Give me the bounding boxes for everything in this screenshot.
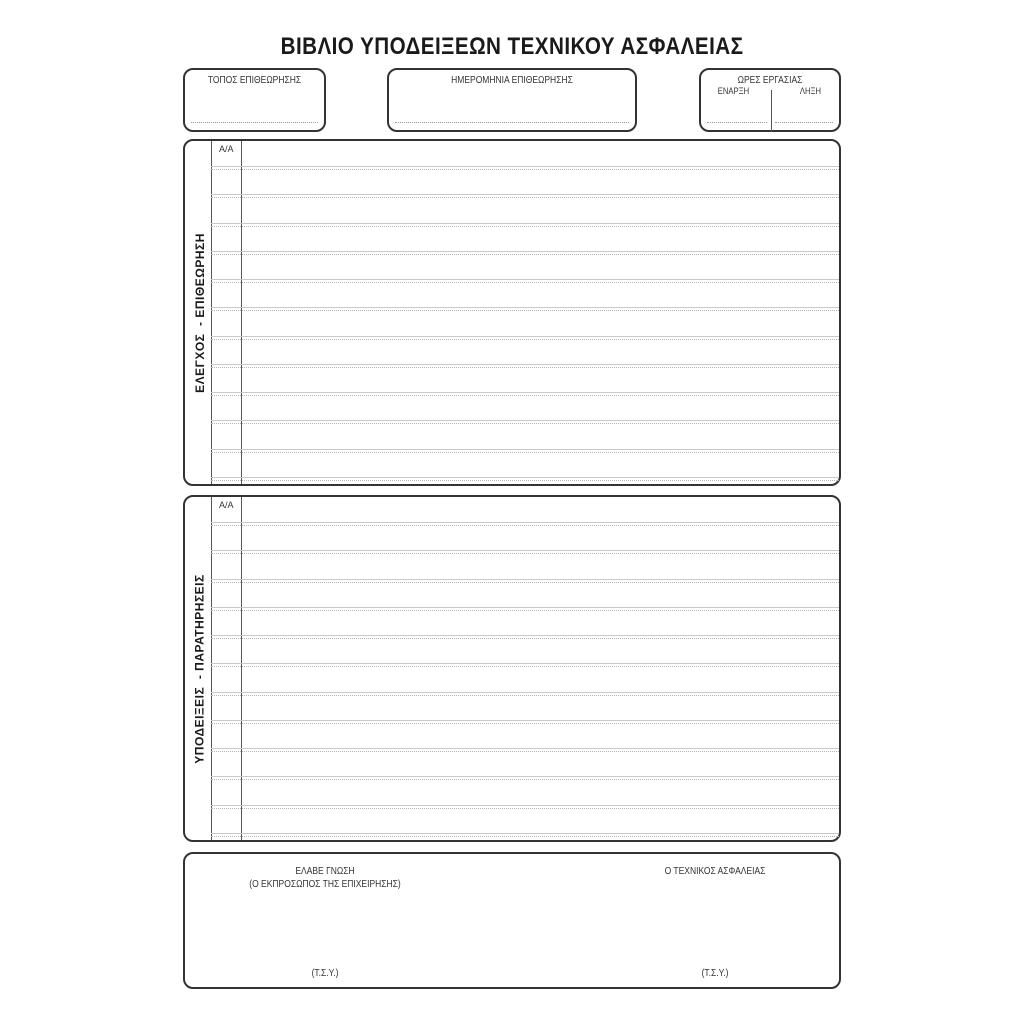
remarks-section [183, 495, 841, 842]
remarks-section-label: ΥΠΟΔΕΙΞΕΙΣ - ΠΑΡΑΤΗΡΗΣΕΙΣ [193, 573, 207, 764]
hours-divider [771, 90, 772, 132]
start-time-field[interactable] [707, 122, 767, 123]
inspection-section [183, 139, 841, 486]
writing-line-guide [211, 310, 839, 311]
writing-line[interactable] [211, 223, 839, 224]
writing-line-guide [211, 254, 839, 255]
writing-line[interactable] [211, 449, 839, 450]
writing-line-guide [211, 197, 839, 198]
writing-line[interactable] [211, 579, 839, 580]
writing-line[interactable] [211, 251, 839, 252]
writing-line-guide [211, 452, 839, 453]
aa-header: Α/Α [219, 500, 234, 510]
work-hours-box[interactable] [699, 68, 841, 132]
writing-line[interactable] [211, 720, 839, 721]
writing-line-guide [211, 169, 839, 170]
writing-line[interactable] [211, 307, 839, 308]
writing-line[interactable] [211, 833, 839, 834]
writing-line-guide [211, 779, 839, 780]
writing-line[interactable] [211, 477, 839, 478]
writing-line-guide [211, 282, 839, 283]
right-signature-stamp[interactable]: (Τ.Σ.Υ.) [701, 968, 729, 979]
writing-line-guide [211, 808, 839, 809]
writing-line[interactable] [211, 805, 839, 806]
writing-line[interactable] [211, 194, 839, 195]
writing-line-guide [211, 423, 839, 424]
inspection-place-box[interactable] [183, 68, 326, 132]
remarks-lines[interactable] [211, 497, 839, 840]
writing-line[interactable] [211, 607, 839, 608]
writing-line[interactable] [211, 166, 839, 167]
inspection-date-label: ΗΜΕΡΟΜΗΝΙΑ ΕΠΙΘΕΩΡΗΣΗΣ [451, 75, 573, 86]
writing-line[interactable] [211, 279, 839, 280]
writing-line[interactable] [211, 420, 839, 421]
writing-line[interactable] [211, 692, 839, 693]
inspection-place-field[interactable] [191, 122, 318, 123]
writing-line[interactable] [211, 522, 839, 523]
writing-line-guide [211, 525, 839, 526]
inspection-date-box[interactable] [387, 68, 637, 132]
end-time-field[interactable] [775, 122, 833, 123]
left-signature-stamp[interactable]: (Τ.Σ.Υ.) [311, 968, 339, 979]
writing-line-guide [211, 695, 839, 696]
writing-line[interactable] [211, 392, 839, 393]
writing-line-guide [211, 395, 839, 396]
writing-line[interactable] [211, 663, 839, 664]
writing-line-guide [211, 582, 839, 583]
writing-line[interactable] [211, 748, 839, 749]
inspection-section-label: ΕΛΕΓΧΟΣ - ΕΠΙΘΕΩΡΗΣΗ [193, 232, 208, 393]
writing-line-guide [211, 339, 839, 340]
writing-line-guide [211, 480, 839, 481]
end-label: ΛΗΞΗ [799, 86, 822, 96]
writing-line[interactable] [211, 635, 839, 636]
writing-line-guide [211, 226, 839, 227]
start-label: ΕΝΑΡΞΗ [717, 86, 750, 96]
writing-line-guide [211, 610, 839, 611]
aa-header: Α/Α [219, 144, 234, 154]
writing-line-guide [211, 638, 839, 639]
writing-line-guide [211, 367, 839, 368]
writing-line-guide [211, 836, 839, 837]
inspection-lines[interactable] [211, 141, 839, 484]
signature-box [183, 852, 841, 989]
writing-line-guide [211, 723, 839, 724]
acknowledged-label: ΕΛΑΒΕ ΓΝΩΣΗ [295, 866, 355, 877]
writing-line-guide [211, 666, 839, 667]
writing-line-guide [211, 553, 839, 554]
writing-line[interactable] [211, 364, 839, 365]
writing-line[interactable] [211, 336, 839, 337]
inspection-place-label: ΤΟΠΟΣ ΕΠΙΘΕΩΡΗΣΗΣ [207, 75, 302, 86]
writing-line[interactable] [211, 550, 839, 551]
company-representative-label: (Ο ΕΚΠΡΟΣΩΠΟΣ ΤΗΣ ΕΠΙΧΕΙΡΗΣΗΣ) [249, 879, 401, 890]
writing-line[interactable] [211, 776, 839, 777]
work-hours-label: ΩΡΕΣ ΕΡΓΑΣΙΑΣ [737, 75, 803, 86]
page-title: ΒΙΒΛΙΟ ΥΠΟΔΕΙΞΕΩΝ ΤΕΧΝΙΚΟΥ ΑΣΦΑΛΕΙΑΣ [280, 33, 744, 60]
safety-technician-label: Ο ΤΕΧΝΙΚΟΣ ΑΣΦΑΛΕΙΑΣ [664, 866, 766, 877]
writing-line-guide [211, 751, 839, 752]
inspection-date-field[interactable] [395, 122, 629, 123]
